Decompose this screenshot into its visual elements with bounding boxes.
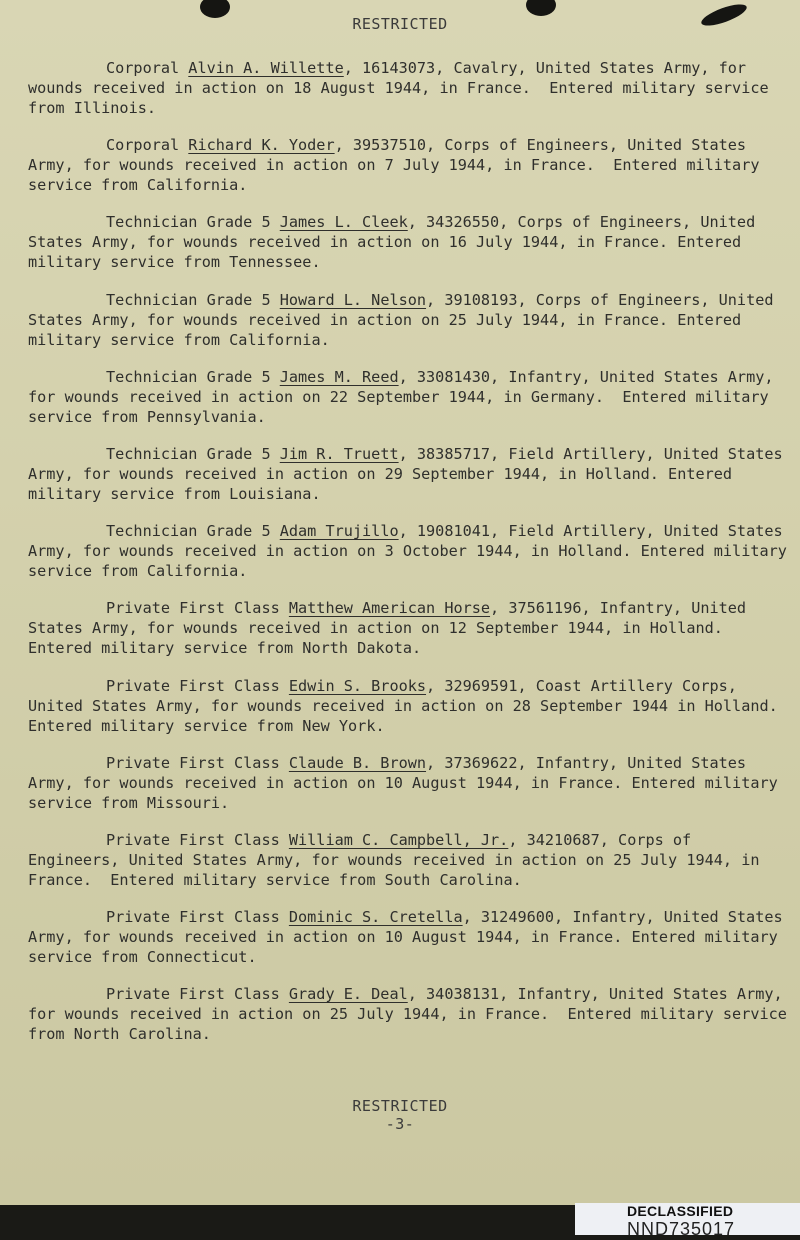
citation-entry	[28, 58, 788, 118]
declassified-stamp	[575, 1203, 800, 1239]
soldier-name: Edwin S. Brooks	[288, 676, 427, 695]
soldier-name: Dominic S. Cretella	[288, 908, 463, 927]
soldier-name: Adam Trujillo	[279, 522, 399, 541]
rank: Corporal	[106, 59, 189, 77]
soldier-name: Jim R. Truett	[279, 444, 399, 463]
citation-entry	[28, 521, 797, 581]
punch-hole	[526, 0, 556, 16]
citation-text: , 34038131, Infantry, United States Army, for wounds received in action on 25 July 1944, in France. Entered military service from North Carolina.	[28, 985, 797, 1044]
rank: Technician Grade 5	[106, 367, 280, 386]
citation-entry	[28, 367, 788, 427]
rank: Private First Class	[106, 753, 289, 772]
soldier-name: William C. Campbell, Jr.	[288, 830, 509, 849]
citation-text: , 33081430, Infantry, United States Army, for wounds received in action on 22 September 1944, in Germany. Entered military service from Pennsylvania.	[28, 367, 783, 426]
soldier-name: James L. Cleek	[279, 213, 408, 232]
citation-entry	[28, 753, 788, 813]
citation-entry	[28, 676, 797, 736]
rank: Private First Class	[106, 985, 289, 1004]
classification-footer: RESTRICTED	[352, 1097, 448, 1115]
citation-text: , 19081041, Field Artillery, United States Army, for wounds received in action on 3 October 1944, in Holland. Entered military service from California.	[28, 522, 797, 581]
citation-text: , 34326550, Corps of Engineers, United States Army, for wounds received in action on 16 July 1944, in France. Entered military service from Tennessee.	[28, 213, 765, 272]
citation-entry	[28, 290, 788, 350]
citation-text: , 31249600, Infantry, United States Army, for wounds received in action on 10 August 1944, in France. Entered military service from Connecticut.	[28, 908, 792, 967]
citation-entry	[28, 907, 792, 967]
stamp-label: DECLASSIFIED	[627, 1203, 734, 1219]
rank: Technician Grade 5	[106, 522, 280, 541]
citation-text: , 34210687, Corps of Engineers, United States Army, for wounds received in action on 25 July 1944, in France. Entered military service from South Carolina.	[28, 830, 769, 889]
citation-list	[28, 58, 797, 1061]
citation-entry	[28, 135, 788, 195]
citation-entry	[28, 830, 788, 890]
citation-text: , 16143073, Cavalry, United States Army, for wounds received in action on 18 August 1944, in France. Entered military service from Illinois.	[28, 59, 778, 117]
soldier-name: Matthew American Horse	[288, 599, 491, 618]
soldier-name: James M. Reed	[279, 367, 399, 386]
citation-text: , 39537510, Corps of Engineers, United States Army, for wounds received in action on 7 July 1944, in France. Entered military service from California.	[28, 136, 769, 195]
rank: Private First Class	[106, 599, 289, 618]
citation-entry	[28, 598, 788, 658]
soldier-name: Howard L. Nelson	[279, 290, 427, 309]
citation-entry	[28, 212, 788, 272]
rank: Private First Class	[106, 676, 289, 695]
page-number: -3-	[385, 1115, 415, 1133]
rank: Technician Grade 5	[106, 290, 280, 309]
rank: Corporal	[106, 136, 189, 155]
citation-entry	[28, 444, 792, 504]
rank: Technician Grade 5	[106, 213, 280, 232]
citation-entry	[28, 984, 797, 1044]
citation-text: , 39108193, Corps of Engineers, United States Army, for wounds received in action on 25 July 1944, in France. Entered military service from California.	[28, 290, 783, 349]
rank: Technician Grade 5	[106, 444, 280, 463]
rank: Private First Class	[106, 908, 289, 927]
citation-text: , 37369622, Infantry, United States Army, for wounds received in action on 10 August 1944, in France. Entered military service from Missouri.	[28, 753, 787, 812]
rank: Private First Class	[106, 830, 289, 849]
citation-text: , 32969591, Coast Artillery Corps, United States Army, for wounds received in action on 28 September 1944 in Holland. Entered military service from New York.	[28, 676, 797, 735]
citation-text: , 38385717, Field Artillery, United States Army, for wounds received in action on 29 September 1944, in Holland. Entered military service from Louisiana.	[28, 444, 792, 503]
soldier-name: Grady E. Deal	[288, 985, 408, 1004]
citation-text: , 37561196, Infantry, United States Army, for wounds received in action on 12 September 1944, in Holland. Entered military service from North Dakota.	[28, 599, 756, 658]
soldier-name: Richard K. Yoder	[188, 136, 335, 155]
soldier-name: Alvin A. Willette	[188, 59, 344, 77]
classification-header: RESTRICTED	[352, 15, 448, 33]
soldier-name: Claude B. Brown	[288, 753, 427, 772]
stamp-authority: NND735017	[627, 1219, 736, 1239]
